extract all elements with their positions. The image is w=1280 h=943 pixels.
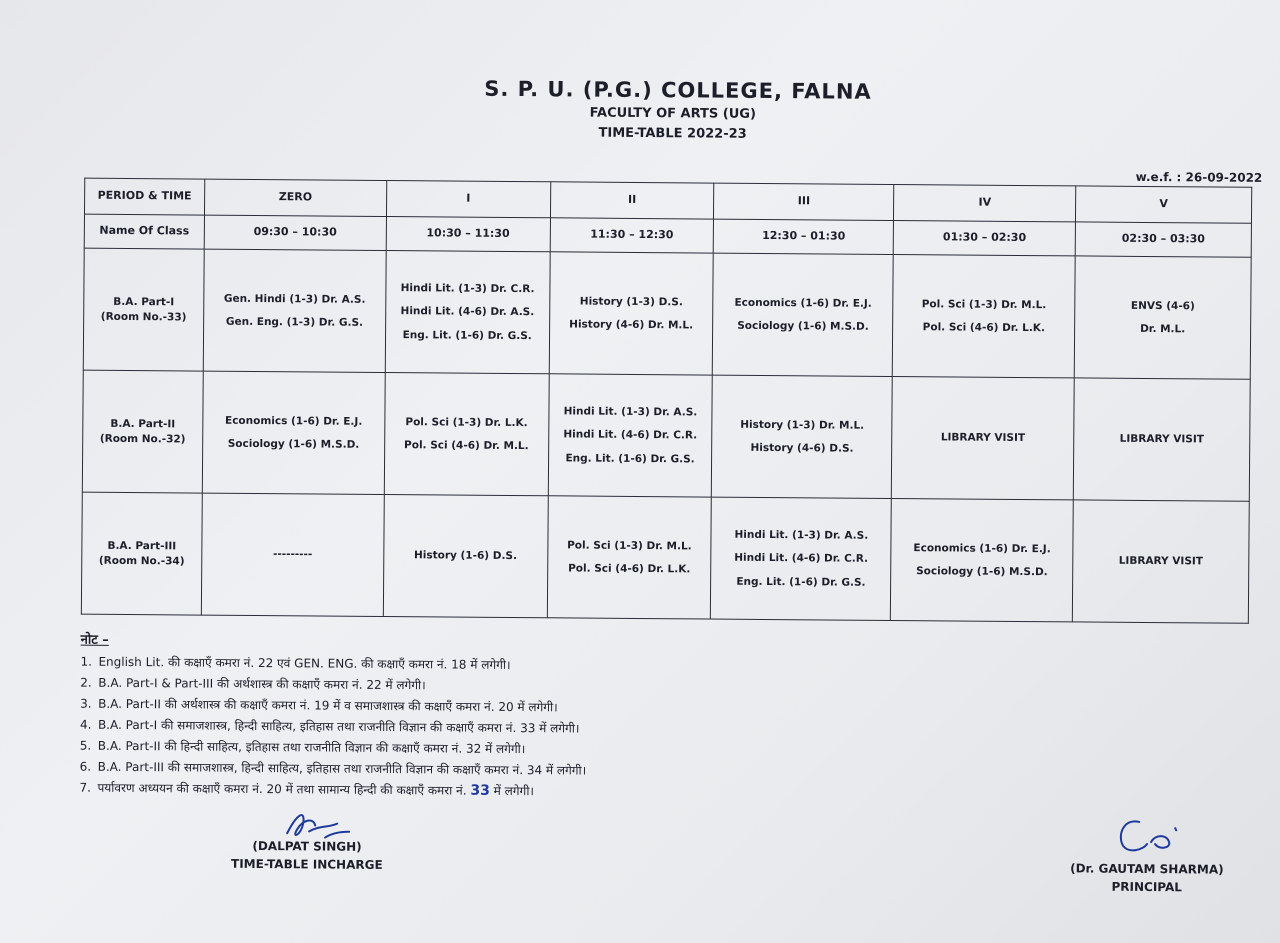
timetable-cell xyxy=(548,374,713,497)
subject-entry: Eng. Lit. (1-6) Dr. G.S. xyxy=(402,328,532,342)
time-slot: 01:30 – 02:30 xyxy=(893,220,1075,255)
period-header: IV xyxy=(894,184,1076,221)
incharge-name: (DALPAT SINGH) xyxy=(252,838,362,854)
period-header: I xyxy=(386,181,550,218)
class-label xyxy=(82,370,203,493)
subject-entry: Gen. Eng. (1-3) Dr. G.S. xyxy=(225,315,364,329)
subject-entry: History (4-6) D.S. xyxy=(750,441,854,455)
class-label xyxy=(83,248,204,371)
subject-entry: Hindi Lit. (4-6) Dr. C.R. xyxy=(734,552,869,566)
note-number: 7. xyxy=(79,780,91,795)
subject-entry: Pol. Sci (4-6) Dr. L.K. xyxy=(922,321,1046,335)
note-text: English Lit. की कक्षाएँ कमरा नं. 22 एवं GEN. ENG. की कक्षाएँ कमरा नं. 18 में लगेगी। xyxy=(98,654,511,672)
note-number: 5. xyxy=(79,738,92,753)
subject-entry: LIBRARY VISIT xyxy=(1119,433,1204,446)
subject-entry: Pol. Sci (4-6) Dr. L.K. xyxy=(568,562,691,576)
subject-entry: History (1-3) Dr. M.L. xyxy=(740,418,865,432)
timetable-cell xyxy=(384,372,549,495)
principal-title: PRINCIPAL xyxy=(1111,879,1183,895)
principal-signature xyxy=(1047,859,1247,897)
timetable-cell xyxy=(712,375,893,498)
college-title: S. P. U. (P.G.) COLLEGE, FALNA xyxy=(484,76,872,104)
period-header: V xyxy=(1076,186,1252,223)
note-text: B.A. Part-I & Part-III की अर्थशास्त्र की कक्षाएँ कमरा नं. 22 में लगेगी। xyxy=(98,675,426,693)
notes-section xyxy=(79,630,587,803)
subject-entry: ENVS (4-6) xyxy=(1130,299,1195,313)
timetable-cell xyxy=(201,493,384,616)
subject-entry: Hindi Lit. (4-6) Dr. A.S. xyxy=(400,305,535,319)
time-slot: 02:30 – 03:30 xyxy=(1075,222,1251,257)
room-number: (Room No.-33) xyxy=(100,310,187,323)
class-name-header: Name Of Class xyxy=(84,214,204,249)
subject-entry: Gen. Hindi (1-3) Dr. A.S. xyxy=(223,292,366,306)
subject-entry: Hindi Lit. (1-3) Dr. A.S. xyxy=(734,528,869,543)
time-slot: 10:30 – 11:30 xyxy=(386,216,550,251)
timetable-cell xyxy=(713,253,894,376)
class-label xyxy=(81,492,202,615)
subject-entry: History (1-6) D.S. xyxy=(413,549,518,563)
timetable-cell xyxy=(383,494,548,617)
note-number: 1. xyxy=(80,654,92,669)
room-number: (Room No.-32) xyxy=(99,432,186,445)
note-number: 3. xyxy=(80,696,92,711)
subject-entry: Hindi Lit. (4-6) Dr. C.R. xyxy=(563,428,698,442)
subject-entry: Eng. Lit. (1-6) Dr. G.S. xyxy=(565,451,695,466)
subject-entry: History (4-6) Dr. M.L. xyxy=(569,318,694,332)
subject-entry: Pol. Sci (1-3) Dr. M.L. xyxy=(921,298,1047,312)
note-number: 2. xyxy=(80,675,92,690)
class-name: B.A. Part-III xyxy=(107,540,177,553)
subject-entry: Sociology (1-6) M.S.D. xyxy=(916,565,1048,579)
class-row xyxy=(83,248,1251,379)
effective-date: w.e.f. : 26-09-2022 xyxy=(1135,169,1263,185)
subject-entry: Hindi Lit. (1-3) Dr. C.R. xyxy=(400,282,535,296)
note-text: B.A. Part-I की समाजशास्त्र, हिन्दी साहित्य, इतिहास तथा राजनीति विज्ञान की कक्षाएँ कमरा नं. 33 में लगेगी। xyxy=(97,717,580,736)
handwritten-room-number: 33 xyxy=(470,782,490,799)
timetable-cell xyxy=(203,249,386,372)
note-text: पर्यावरण अध्ययन की कक्षाएँ कमरा नं. 20 में तथा सामान्य हिन्दी की कक्षाएँ कमरा नं. xyxy=(97,780,467,798)
note-number: 6. xyxy=(79,759,92,774)
timetable-cell xyxy=(547,496,712,619)
timetable-cell xyxy=(1073,378,1250,501)
period-header: ZERO xyxy=(204,179,386,216)
notes-list xyxy=(79,652,587,803)
class-rows xyxy=(81,248,1251,623)
time-slot: 12:30 – 01:30 xyxy=(714,219,894,254)
timetable-cell xyxy=(711,497,892,620)
timetable-cell xyxy=(892,376,1075,499)
principal-name: (Dr. GAUTAM SHARMA) xyxy=(1070,861,1224,877)
subject-entry: Pol. Sci (1-3) Dr. M.L. xyxy=(567,539,692,553)
period-time-header: PERIOD & TIME xyxy=(84,178,204,215)
subject-entry: Sociology (1-6) M.S.D. xyxy=(737,319,869,333)
timetable-cell xyxy=(891,498,1074,621)
note-item xyxy=(79,778,586,803)
room-number: (Room No.-34) xyxy=(98,554,185,567)
faculty-subtitle: FACULTY OF ARTS (UG) xyxy=(589,105,756,122)
time-slot: 09:30 – 10:30 xyxy=(204,215,386,250)
class-name: B.A. Part-I xyxy=(113,296,175,309)
subject-entry: Sociology (1-6) M.S.D. xyxy=(227,437,360,451)
note-text-tail: में लगेगी। xyxy=(493,783,535,799)
timetable-cell xyxy=(549,252,714,375)
timetable-grid xyxy=(81,178,1252,624)
note-number: 4. xyxy=(79,717,92,732)
class-row xyxy=(81,492,1249,623)
timetable-year: TIME-TABLE 2022-23 xyxy=(598,125,747,142)
subject-entry: Dr. M.L. xyxy=(1140,322,1186,336)
subject-entry: LIBRARY VISIT xyxy=(1118,555,1204,568)
subject-entry: Hindi Lit. (1-3) Dr. A.S. xyxy=(563,405,698,419)
note-text: B.A. Part-III की समाजशास्त्र, हिन्दी साहित्य, इतिहास तथा राजनीति विज्ञान की कक्षाएँ कमरा नं. 34 में लगेगी। xyxy=(97,759,587,778)
period-header: III xyxy=(714,183,894,220)
subject-entry: Economics (1-6) Dr. E.J. xyxy=(225,414,363,428)
subject-entry: History (1-3) D.S. xyxy=(579,295,683,309)
subject-entry: Economics (1-6) Dr. E.J. xyxy=(734,296,872,310)
principal-signature-mark xyxy=(1109,812,1189,859)
timetable-cell xyxy=(1074,256,1251,379)
subject-entry: LIBRARY VISIT xyxy=(940,431,1026,445)
subject-entry: Pol. Sci (1-3) Dr. L.K. xyxy=(405,415,528,429)
timetable-cell xyxy=(385,250,550,373)
note-text: B.A. Part-II की हिन्दी साहित्य, इतिहास तथा राजनीति विज्ञान की कक्षाएँ कमरा नं. 32 में लगेगी। xyxy=(97,738,526,757)
class-name: B.A. Part-II xyxy=(110,418,176,431)
subject-entry: Pol. Sci (4-6) Dr. M.L. xyxy=(404,439,529,453)
period-header: II xyxy=(550,182,714,219)
incharge-signature xyxy=(202,837,412,875)
notes-heading: नोट – xyxy=(80,632,109,648)
class-row xyxy=(82,370,1250,501)
subject-entry: Economics (1-6) Dr. E.J. xyxy=(913,541,1051,556)
time-slot: 11:30 – 12:30 xyxy=(550,218,714,253)
timetable-cell xyxy=(893,254,1076,377)
timetable-cell xyxy=(202,371,385,494)
timetable-cell xyxy=(1072,500,1249,623)
note-text: B.A. Part-II की अर्थशास्त्र की कक्षाएँ कमरा नं. 19 में व समाजशास्त्र की कक्षाएँ कमरा नं. 20 में लगेगी। xyxy=(98,696,558,715)
subject-entry: Eng. Lit. (1-6) Dr. G.S. xyxy=(736,575,866,589)
incharge-title: TIME-TABLE INCHARGE xyxy=(231,856,383,872)
subject-entry: --------- xyxy=(272,548,313,561)
